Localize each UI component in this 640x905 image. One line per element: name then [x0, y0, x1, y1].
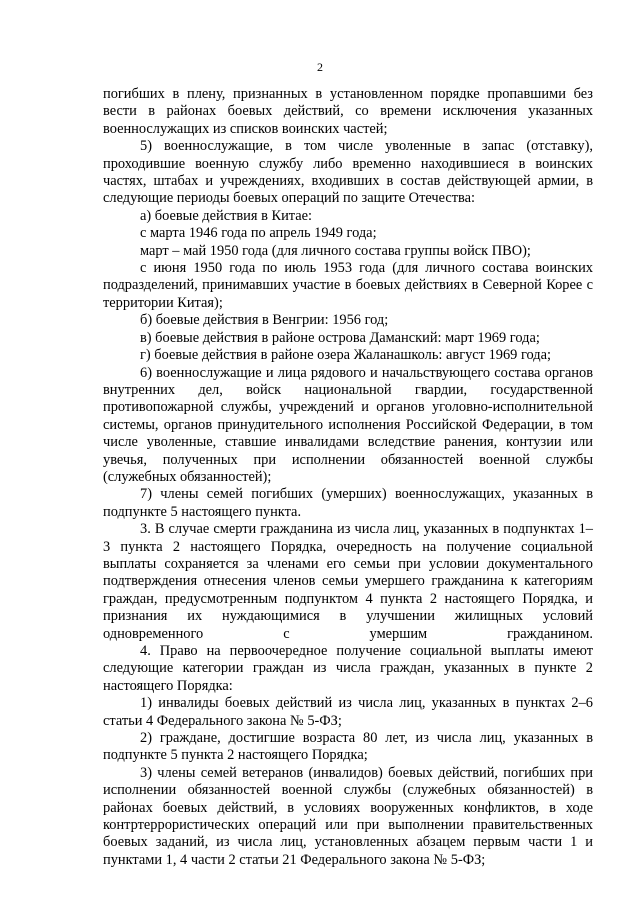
- paragraph-china-heading: а) боевые действия в Китае:: [140, 207, 313, 224]
- paragraph-clause-4-item-3: 3) члены семей ветеранов (инвалидов) боевых действий, погибших при исполнении обязанностей военной службы (служебных обязанностей) в районах боевых действий, в условиях вооруженных конфликтов, в ходе контртеррористических операций или при выполнении правительственных боевых заданий, из числа лиц, установленных абзацем первым части 1 и пунктами 1, 4 части 2 статьи 21 Федерального закона № 5-ФЗ;: [103, 764, 593, 868]
- paragraph-damansky: в) боевые действия в районе острова Даманский: март 1969 года;: [140, 329, 540, 346]
- paragraph-china-period-1: с марта 1946 года по апрель 1949 года;: [140, 225, 377, 242]
- document-body: [103, 86, 593, 869]
- paragraph-clause-4: 4. Право на первоочередное получение социальной выплаты имеют следующие категории граждан из числа граждан, указанных в пункте 2 настоящего Порядка:: [103, 643, 593, 694]
- paragraph-continuation: погибших в плену, признанных в установленном порядке пропавшими без вести в районах боевых действий, со времени исключения указанных военнослужащих из списков воинских частей;: [103, 86, 593, 137]
- paragraph-zhalanashkol: г) боевые действия в районе озера Жаланашколь: август 1969 года;: [140, 347, 551, 364]
- paragraph-clause-3: 3. В случае смерти гражданина из числа лиц, указанных в подпунктах 1–3 пункта 2 настоящего Порядка, очередность на получение социальной выплаты сохраняется за членами его семьи при условии документального подтверждения отнесения членов семьи умершего гражданина к категориям граждан, предусмотренным подпунктом 4 пункта 2 настоящего Порядка, и признания их нуждающимися в улучшении жилищных условий одновременного с умершим гражданином.: [103, 521, 593, 642]
- paragraph-clause-4-item-1: 1) инвалиды боевых действий из числа лиц, указанных в пунктах 2–6 статьи 4 Федерального закона № 5-ФЗ;: [103, 695, 593, 729]
- paragraph-china-period-2: март – май 1950 года (для личного состава группы войск ПВО);: [140, 242, 531, 259]
- paragraph-hungary: б) боевые действия в Венгрии: 1956 год;: [140, 312, 389, 329]
- page-number: 2: [317, 60, 323, 74]
- paragraph-china-period-3: с июня 1950 года по июль 1953 года (для личного состава воинских подразделений, принимавших участие в боевых действиях в Северной Корее с территории Китая);: [103, 260, 593, 311]
- paragraph-item-7: 7) члены семей погибших (умерших) военнослужащих, указанных в подпункте 5 настоящего пункта.: [103, 486, 593, 520]
- paragraph-item-6: 6) военнослужащие и лица рядового и начальствующего состава органов внутренних дел, войск национальной гвардии, государственной противопожарной службы, учреждений и органов уголовно-исполнительной системы, органов принудительного исполнения Российской Федерации, в том числе уволенные, ставшие инвалидами вследствие ранения, контузии или увечья, полученных при исполнении обязанностей военной службы (служебных обязанностей);: [103, 364, 593, 485]
- paragraph-clause-4-item-2: 2) граждане, достигшие возраста 80 лет, из числа лиц, указанных в подпункте 5 пункта 2 настоящего Порядка;: [103, 730, 593, 764]
- paragraph-item-5: 5) военнослужащие, в том числе уволенные в запас (отставку), проходившие военную службу либо временно находившиеся в воинских частях, штабах и учреждениях, входивших в состав действующей армии, в следующие периоды боевых операций по защите Отечества:: [103, 138, 593, 207]
